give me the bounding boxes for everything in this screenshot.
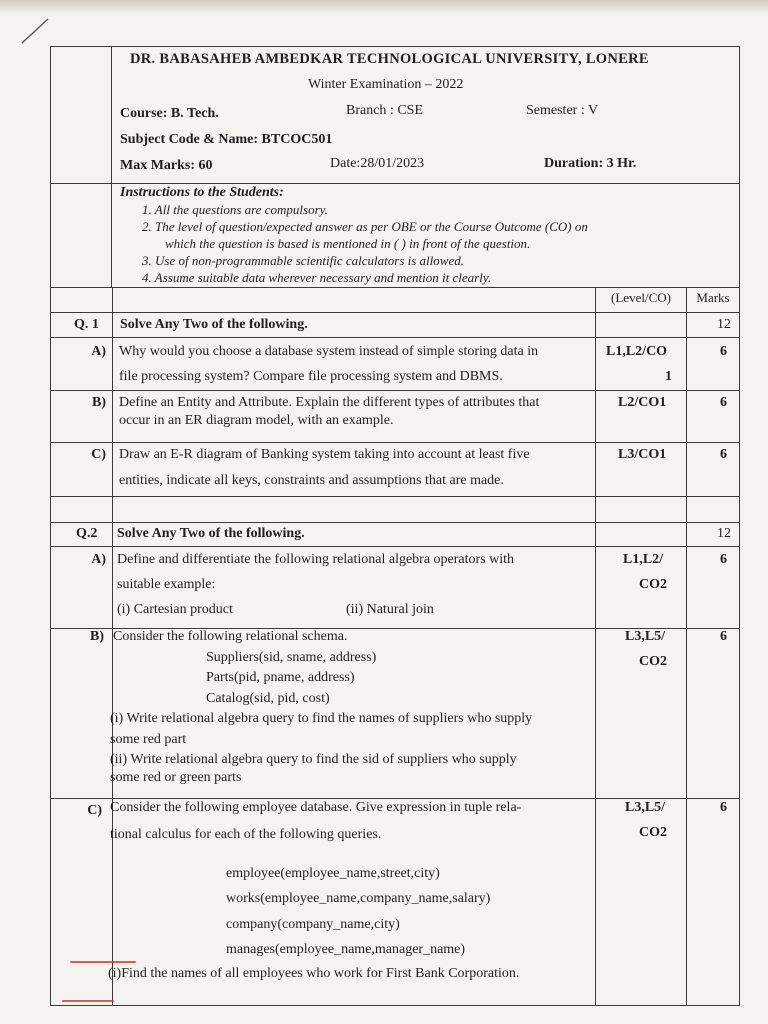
- q2c-marks: 6: [720, 800, 727, 815]
- q1-number: Q. 1: [74, 317, 99, 332]
- q2c-line2: tional calculus for each of the following queries.: [110, 827, 382, 842]
- q2c-label: C): [87, 803, 102, 818]
- q1a-marks: 6: [720, 344, 727, 359]
- instructions-title: Instructions to the Students:: [120, 185, 284, 200]
- header-left-divider: [111, 46, 112, 287]
- instruction-2-cont: which the question is based is mentioned in ( ) in front of the question.: [165, 236, 531, 251]
- red-pen-mark-2: [62, 1000, 114, 1002]
- subject-code: Subject Code & Name: BTCOC501: [120, 132, 333, 147]
- university-name: DR. BABASAHEB AMBEDKAR TECHNOLOGICAL UNIVERSITY, LONERE: [130, 51, 649, 67]
- q1b-label: B): [92, 395, 106, 410]
- pencil-mark: [20, 16, 52, 46]
- instruction-4: 4. Assume suitable data wherever necessary and mention it clearly.: [142, 270, 492, 285]
- q2a-line1: Define and differentiate the following relational algebra operators with: [117, 552, 515, 567]
- q2a-co-cont: CO2: [639, 577, 667, 592]
- instruction-2: 2. The level of question/expected answer as per OBE or the Course Outcome (CO) on: [142, 219, 588, 234]
- border-left: [50, 46, 51, 1006]
- q2a-co: L1,L2/: [623, 552, 664, 567]
- rule-q2b: [50, 798, 740, 799]
- q2a-option-1: (i) Cartesian product: [117, 602, 233, 617]
- q1a-label: A): [91, 344, 106, 359]
- question-paper: [50, 46, 740, 1006]
- q2a-marks: 6: [720, 552, 727, 567]
- rule-instructions: [50, 287, 740, 288]
- col-marks: Marks: [696, 290, 730, 305]
- q1b-line2: occur in an ER diagram model, with an example.: [119, 413, 394, 428]
- q2c-schema-1: employee(employee_name,street,city): [226, 866, 440, 881]
- q1c-marks: 6: [720, 447, 727, 462]
- q2b-schema-3: Catalog(sid, pid, cost): [206, 691, 330, 706]
- border-bottom: [50, 1005, 740, 1006]
- rule-q2-title: [50, 546, 740, 547]
- branch: Branch : CSE: [346, 103, 423, 118]
- rule-blank: [50, 522, 740, 523]
- q2b-query-1-cont: some red part: [110, 732, 187, 747]
- page-top-shadow: [0, 0, 768, 14]
- q1a-co: L1,L2/CO: [606, 344, 668, 359]
- q2a-line2: suitable example:: [117, 577, 216, 592]
- q1c-co: L3/CO1: [618, 447, 667, 462]
- q1a-line1: Why would you choose a database system instead of simple storing data in: [119, 344, 539, 359]
- q1b-marks: 6: [720, 395, 727, 410]
- q1a-co-cont: 1: [665, 369, 672, 384]
- border-top: [50, 46, 740, 47]
- q2c-query-1: (i)Find the names of all employees who work for First Bank Corporation.: [108, 966, 520, 981]
- q2c-schema-3: company(company_name,city): [226, 917, 400, 932]
- instruction-1: 1. All the questions are compulsory.: [142, 202, 328, 217]
- q2b-query-2-cont: some red or green parts: [110, 770, 242, 785]
- q2b-co: L3,L5/: [625, 629, 666, 644]
- rule-header: [50, 183, 740, 184]
- rule-q1b: [50, 442, 740, 443]
- q2b-schema-2: Parts(pid, pname, address): [206, 670, 355, 685]
- q1-marks: 12: [717, 317, 731, 332]
- q2b-query-2: (ii) Write relational algebra query to find the sid of suppliers who supply: [110, 752, 517, 767]
- col-level-co: (Level/CO): [611, 290, 671, 305]
- rule-q1a: [50, 390, 740, 391]
- q2a-label: A): [91, 552, 106, 567]
- q2c-co-cont: CO2: [639, 825, 667, 840]
- q2c-line1: Consider the following employee database. Give expression in tuple rela-: [110, 800, 522, 815]
- rule-q1-title: [50, 337, 740, 338]
- semester: Semester : V: [526, 103, 599, 118]
- q2b-schema-1: Suppliers(sid, sname, address): [206, 650, 377, 665]
- q1b-co: L2/CO1: [618, 395, 667, 410]
- max-marks: Max Marks: 60: [120, 158, 213, 173]
- q2b-query-1: (i) Write relational algebra query to find the names of suppliers who supply: [110, 711, 533, 726]
- q1-title: Solve Any Two of the following.: [120, 317, 308, 332]
- q2b-label: B): [90, 629, 104, 644]
- q2a-option-2: (ii) Natural join: [346, 602, 434, 617]
- exam-date: Date:28/01/2023: [330, 156, 425, 171]
- q1c-label: C): [91, 447, 106, 462]
- q2c-schema-2: works(employee_name,company_name,salary): [226, 891, 491, 906]
- col-divider-label: [112, 287, 113, 1006]
- col-divider-question: [595, 287, 596, 1006]
- q1c-line2: entities, indicate all keys, constraints and assumptions that are made.: [119, 473, 504, 488]
- red-pen-mark-1: [70, 961, 136, 963]
- exam-title: Winter Examination – 2022: [308, 77, 464, 92]
- q2b-co-cont: CO2: [639, 654, 667, 669]
- rule-colhead: [50, 312, 740, 313]
- border-right: [739, 46, 740, 1006]
- instruction-3: 3. Use of non-programmable scientific calculators is allowed.: [142, 253, 464, 268]
- q2c-co: L3,L5/: [625, 800, 666, 815]
- rule-q1c: [50, 496, 740, 497]
- duration: Duration: 3 Hr.: [544, 156, 637, 171]
- q2b-intro: Consider the following relational schema.: [113, 629, 348, 644]
- q2-title: Solve Any Two of the following.: [117, 526, 305, 541]
- q1a-line2: file processing system? Compare file processing system and DBMS.: [119, 369, 503, 384]
- q1b-line1: Define an Entity and Attribute. Explain the different types of attributes that: [119, 395, 540, 410]
- q2c-schema-4: manages(employee_name,manager_name): [226, 942, 466, 957]
- q2-marks: 12: [717, 526, 731, 541]
- q2b-marks: 6: [720, 629, 727, 644]
- q2-number: Q.2: [76, 526, 98, 541]
- course: Course: B. Tech.: [120, 106, 219, 121]
- q1c-line1: Draw an E-R diagram of Banking system taking into account at least five: [119, 447, 530, 462]
